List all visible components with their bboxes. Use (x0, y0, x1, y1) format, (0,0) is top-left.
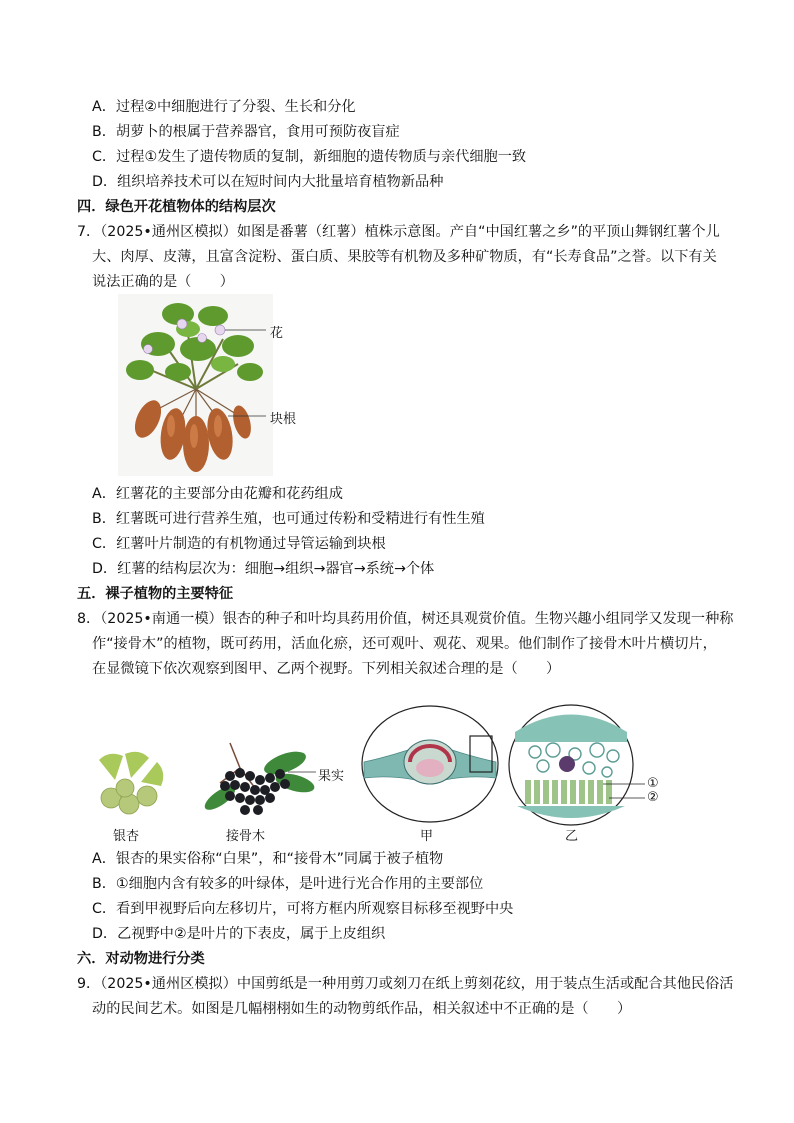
q8-option-c: C．看到甲视野后向左移切片，可将方框内所观察目标移至视野中央 (92, 901, 514, 917)
q6-option-b: B．胡萝卜的根属于营养器官，食用可预防夜盲症 (92, 124, 400, 140)
q8-label-jia: 甲 (420, 829, 434, 844)
microscope-view-yi (505, 702, 670, 830)
section-5-title: 五．裸子植物的主要特征 (77, 586, 234, 602)
q8-label-yi: 乙 (565, 829, 579, 844)
q7-stem-line-2: 大、肉厚、皮薄，且富含淀粉、蛋白质、果胶等有机物及多种矿物质，有“长寿食品”之誉。以下有关 (92, 249, 717, 265)
section-4-title: 四．绿色开花植物体的结构层次 (77, 199, 276, 215)
q7-option-d: D．红薯的结构层次为：细胞→组织→器官→系统→个体 (92, 561, 435, 577)
q9-stem-line-2: 动的民间艺术。如图是几幅栩栩如生的动物剪纸作品，相关叙述中不正确的是（ ） (92, 1001, 632, 1017)
q7-stem-line-1: 7．（2025•通州区模拟）如图是番薯（红薯）植株示意图。产自“中国红薯之乡”的平顶山舞钢红薯个儿 (77, 224, 720, 240)
q8-stem-line-2: 作“接骨木”的植物，既可药用，活血化瘀，还可观叶、观花、观果。他们制作了接骨木叶片横切片， (92, 636, 717, 652)
ginkgo-figure (95, 750, 167, 815)
q8-option-d: D．乙视野中②是叶片的下表皮，属于上皮组织 (92, 926, 386, 942)
q6-option-a: A．过程②中细胞进行了分裂、生长和分化 (92, 99, 356, 115)
q7-label-root: 块根 (270, 412, 297, 427)
q7-option-b: B．红薯既可进行营养生殖，也可通过传粉和受精进行有性生殖 (92, 511, 485, 527)
q7-stem-line-3: 说法正确的是（ ） (92, 274, 234, 290)
q8-label-mark-2: ② (647, 790, 659, 805)
q9-stem-line-1: 9．（2025•通州区模拟）中国剪纸是一种用剪刀或刻刀在纸上剪刻花纹，用于装点生活或配合其他民俗活 (77, 976, 734, 992)
sweet-potato-figure (118, 294, 273, 476)
q8-stem-line-3: 在显微镜下依次观察到图甲、乙两个视野。下列相关叙述合理的是（ ） (92, 661, 561, 677)
q7-label-flower: 花 (270, 326, 284, 341)
section-6-title: 六．对动物进行分类 (77, 951, 205, 967)
q7-option-a: A．红薯花的主要部分由花瓣和花药组成 (92, 486, 343, 502)
q8-stem-line-1: 8．（2025•南通一模）银杏的种子和叶均具药用价值，树还具观赏价值。生物兴趣小组同学又发现一种称 (77, 611, 734, 627)
q8-label-fruit: 果实 (318, 769, 345, 784)
q6-option-c: C．过程①发生了遗传物质的复制，新细胞的遗传物质与亲代细胞一致 (92, 149, 527, 165)
q8-label-elder: 接骨木 (226, 829, 266, 844)
q8-option-b: B．①细胞内含有较多的叶绿体，是叶进行光合作用的主要部位 (92, 876, 484, 892)
q6-option-d: D．组织培养技术可以在短时间内大批量培育植物新品种 (92, 174, 444, 190)
microscope-view-jia (360, 704, 500, 824)
elderberry-figure (200, 738, 318, 823)
q8-option-a: A．银杏的果实俗称“白果”，和“接骨木”同属于被子植物 (92, 851, 444, 867)
q8-label-mark-1: ① (647, 776, 659, 791)
q8-label-ginkgo: 银杏 (113, 829, 140, 844)
q7-option-c: C．红薯叶片制造的有机物通过导管运输到块根 (92, 536, 386, 552)
